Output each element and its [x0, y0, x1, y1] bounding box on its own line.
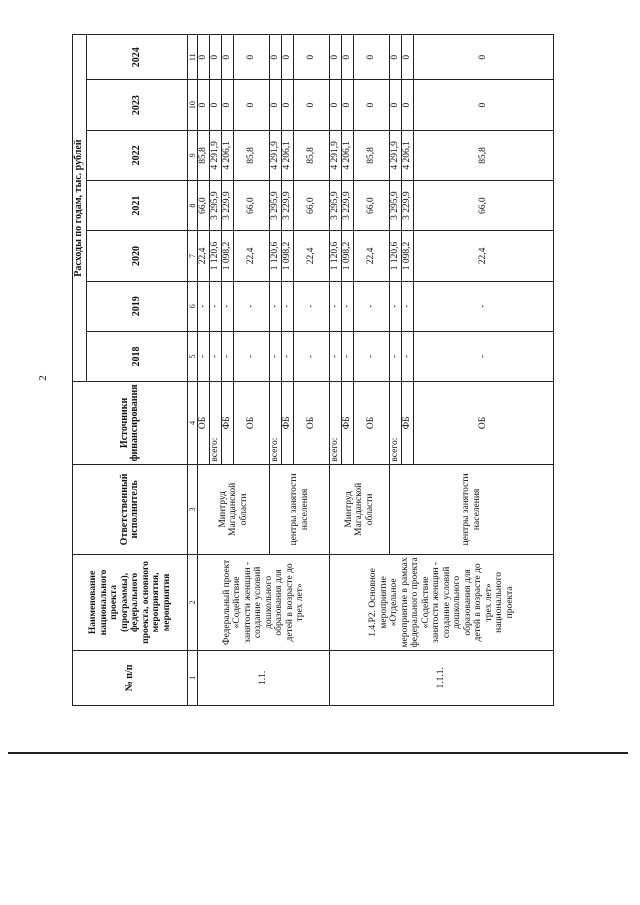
year-2022: 2022 [87, 130, 188, 180]
header-executor: Ответственный исполнитель [73, 464, 188, 555]
value-cell: 1 120,6 [330, 231, 342, 281]
value-cell: 4 206,1 [282, 130, 294, 180]
value-cell: 85,8 [294, 130, 330, 180]
value-cell: - [354, 281, 390, 331]
value-cell: 1 120,6 [270, 231, 282, 281]
value-cell: 0 [354, 35, 390, 80]
value-cell: - [282, 281, 294, 331]
year-2024: 2024 [87, 35, 188, 80]
col-number: 6 [188, 281, 198, 331]
source: ОБ [234, 382, 270, 464]
table-row [330, 35, 342, 706]
source: всего: [390, 382, 402, 464]
executor: центры занятости населения [390, 464, 554, 555]
value-cell: - [390, 331, 402, 381]
value-cell: 1 098,2 [222, 231, 234, 281]
value-cell: 1 098,2 [402, 231, 414, 281]
header-name: Наименование национального проекта (программы), федерального проекта, основного мероприятия, мероприятия [73, 555, 188, 651]
value-cell: 66,0 [294, 181, 330, 231]
value-cell: - [234, 281, 270, 331]
value-cell: 0 [270, 35, 282, 80]
value-cell: - [330, 281, 342, 331]
value-cell: - [330, 331, 342, 381]
value-cell: 0 [402, 80, 414, 130]
col-number: 9 [188, 130, 198, 180]
value-cell: 1 120,6 [390, 231, 402, 281]
value-cell: - [414, 331, 554, 381]
year-2018: 2018 [87, 331, 188, 381]
value-cell: 3 295,9 [270, 181, 282, 231]
value-cell: 0 [414, 35, 554, 80]
value-cell: - [282, 331, 294, 381]
value-cell: 66,0 [414, 181, 554, 231]
value-cell: - [354, 331, 390, 381]
column-number-row [188, 35, 198, 706]
value-cell: - [222, 281, 234, 331]
value-cell: - [198, 281, 210, 331]
year-2019: 2019 [87, 281, 188, 331]
header-spending: Расходы по годам, тыс. рублей [73, 35, 87, 382]
source: всего: [270, 382, 282, 464]
value-cell: 4 206,1 [222, 130, 234, 180]
budget-table [72, 34, 554, 706]
source: ОБ [294, 382, 330, 464]
year-2021: 2021 [87, 181, 188, 231]
value-cell: 0 [198, 80, 210, 130]
value-cell: 4 206,1 [342, 130, 354, 180]
value-cell: 66,0 [354, 181, 390, 231]
value-cell: 3 229,9 [342, 181, 354, 231]
value-cell: 0 [210, 35, 222, 80]
value-cell: - [210, 281, 222, 331]
value-cell: - [294, 331, 330, 381]
source: всего: [330, 382, 342, 464]
value-cell: 22,4 [294, 231, 330, 281]
source: ОБ [414, 382, 554, 464]
value-cell: 22,4 [414, 231, 554, 281]
value-cell: 1 120,6 [210, 231, 222, 281]
year-2020: 2020 [87, 231, 188, 281]
source: всего: [210, 382, 222, 464]
col-number: 2 [188, 555, 198, 651]
value-cell: - [270, 281, 282, 331]
col-number: 3 [188, 464, 198, 555]
project-name: Федеральный проект «Содействие занятости женщин - создание условий дошкольного образования для детей в возрасте до трех лет» [198, 555, 330, 651]
col-number: 11 [188, 35, 198, 80]
value-cell: 1 098,2 [342, 231, 354, 281]
value-cell: - [210, 331, 222, 381]
value-cell: 0 [390, 80, 402, 130]
table-row [198, 35, 210, 706]
value-cell: 66,0 [198, 181, 210, 231]
value-cell: - [414, 281, 554, 331]
col-number: 4 [188, 382, 198, 464]
value-cell: 0 [210, 80, 222, 130]
value-cell: 0 [330, 80, 342, 130]
row-number: 1.1.1. [330, 650, 554, 705]
value-cell: 0 [354, 80, 390, 130]
value-cell: 3 229,9 [222, 181, 234, 231]
value-cell: 22,4 [234, 231, 270, 281]
value-cell: 66,0 [234, 181, 270, 231]
value-cell: 3 229,9 [402, 181, 414, 231]
value-cell: 22,4 [354, 231, 390, 281]
page-divider [8, 752, 628, 754]
value-cell: 4 291,9 [270, 130, 282, 180]
header-source: Источники финансирования [73, 382, 188, 464]
value-cell: 4 291,9 [330, 130, 342, 180]
measure-name: 1.4.Р2. Основное мероприятие «Отдельное мероприятие в рамках федерального проекта «Содействие занятости женщин - создание условий дошкольного образования для детей в возрасте до трех лет» национального проекта [330, 555, 554, 651]
value-cell: - [270, 331, 282, 381]
rotated-table-container [72, 34, 546, 706]
value-cell: 0 [222, 35, 234, 80]
value-cell: - [342, 331, 354, 381]
source: ФБ [222, 382, 234, 464]
value-cell: 0 [294, 80, 330, 130]
value-cell: 3 295,9 [330, 181, 342, 231]
value-cell: 0 [270, 80, 282, 130]
value-cell: 85,8 [354, 130, 390, 180]
page-number: 2 [36, 375, 49, 381]
source: ФБ [402, 382, 414, 464]
value-cell: 4 291,9 [210, 130, 222, 180]
source: ОБ [198, 382, 210, 464]
value-cell: 4 206,1 [402, 130, 414, 180]
executor: Минтруд Магаданской области [198, 464, 270, 555]
value-cell: 3 295,9 [210, 181, 222, 231]
value-cell: - [198, 331, 210, 381]
value-cell: 0 [282, 80, 294, 130]
value-cell: 4 291,9 [390, 130, 402, 180]
col-number: 5 [188, 331, 198, 381]
value-cell: - [402, 331, 414, 381]
col-number: 10 [188, 80, 198, 130]
executor: Минтруд Магаданской области [330, 464, 390, 555]
value-cell: 85,8 [234, 130, 270, 180]
value-cell: 0 [342, 80, 354, 130]
value-cell: 0 [330, 35, 342, 80]
value-cell: 0 [222, 80, 234, 130]
value-cell: 0 [414, 80, 554, 130]
value-cell: 0 [390, 35, 402, 80]
value-cell: - [234, 331, 270, 381]
source: ОБ [354, 382, 390, 464]
value-cell: 0 [342, 35, 354, 80]
value-cell: - [294, 281, 330, 331]
value-cell: 85,8 [198, 130, 210, 180]
value-cell: 0 [234, 35, 270, 80]
value-cell: - [342, 281, 354, 331]
value-cell: 3 229,9 [282, 181, 294, 231]
value-cell: - [222, 331, 234, 381]
value-cell: - [390, 281, 402, 331]
year-2023: 2023 [87, 80, 188, 130]
value-cell: 3 295,9 [390, 181, 402, 231]
value-cell: 0 [402, 35, 414, 80]
value-cell: 0 [198, 35, 210, 80]
value-cell: 22,4 [198, 231, 210, 281]
value-cell: 0 [294, 35, 330, 80]
executor: центры занятости населения [270, 464, 330, 555]
value-cell: 85,8 [414, 130, 554, 180]
value-cell: - [402, 281, 414, 331]
row-number: 1.1. [198, 650, 330, 705]
col-number: 7 [188, 231, 198, 281]
value-cell: 1 098,2 [282, 231, 294, 281]
header-num: № п/п [73, 650, 188, 705]
col-number: 8 [188, 181, 198, 231]
col-number: 1 [188, 650, 198, 705]
source: ФБ [342, 382, 354, 464]
value-cell: 0 [234, 80, 270, 130]
source: ФБ [282, 382, 294, 464]
value-cell: 0 [282, 35, 294, 80]
